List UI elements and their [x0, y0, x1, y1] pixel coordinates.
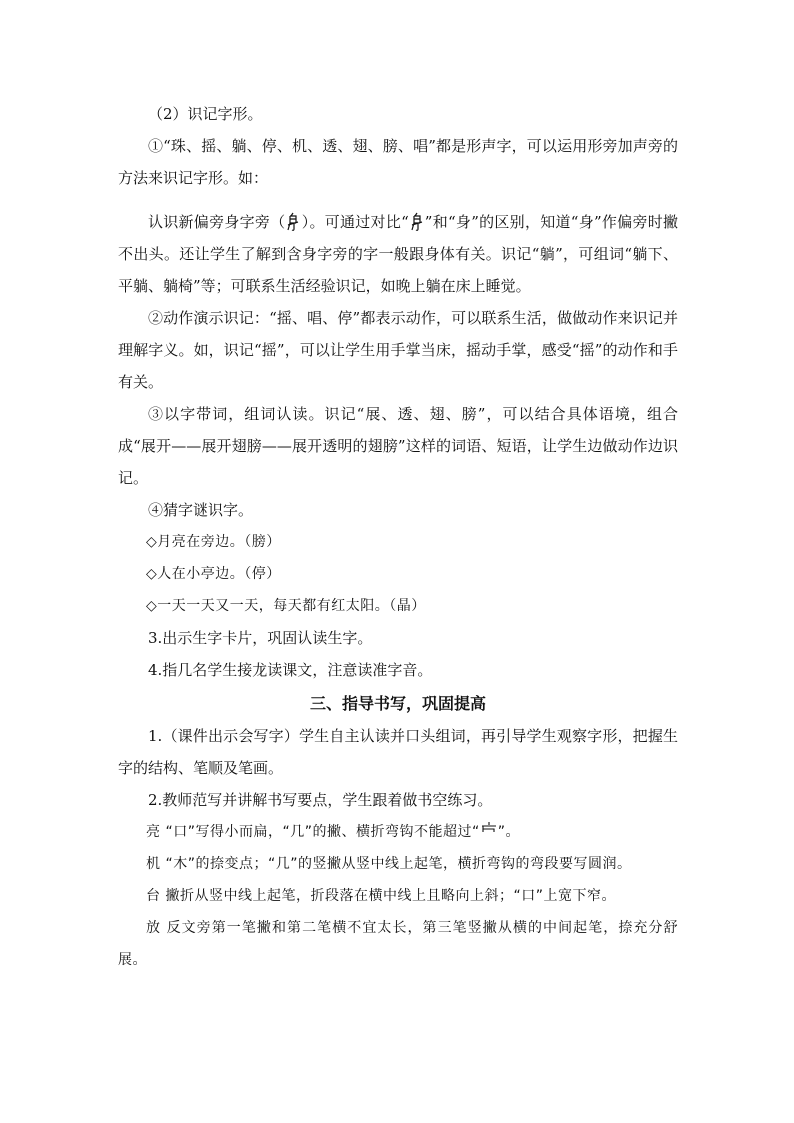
paragraph-xingsheng: ①“珠、摇、躺、停、机、透、翅、膀、唱”都是形声字，可以运用形旁加声旁的方法来识记字形。如： — [118, 137, 678, 187]
shen-radical-glyph-icon — [410, 212, 424, 232]
riddle-item: ◇一天一天又一天，每天都有红太阳。（晶） — [146, 598, 426, 614]
shen-radical-glyph-icon — [286, 212, 300, 232]
document-page — [118, 98, 678, 976]
riddle-item: ◇人在小亭边。（停） — [146, 566, 281, 582]
paragraph-step-3: 3.出示生字卡片，巩固认读生字。 — [148, 629, 373, 647]
section-heading: 三、指导书写，巩固提高 — [309, 694, 486, 713]
section-subtitle: （2）识记字形。 — [148, 105, 263, 123]
char-note-ji: 机 “木”的捺变点；“几”的竖撇从竖中线上起笔，横折弯钩的弯段要写圆润。 — [146, 856, 632, 872]
paragraph-writing-2: 2.教师范写并讲解书写要点，学生跟着做书空练习。 — [148, 791, 493, 809]
top-stroke-glyph-icon — [480, 821, 498, 833]
paragraph-riddle-title: ④猜字谜识字。 — [148, 501, 254, 519]
text-segment: ”。 — [497, 824, 520, 840]
char-note-fang: 放 反文旁第一笔撇和第二笔横不宜太长，第三笔竖撇从横的中间起笔，捺充分舒展。 — [118, 920, 678, 968]
paragraph-action-demo: ②动作演示识记：“摇、唱、停”都表示动作，可以联系生活，做做动作来识记并理解字义。如，识记“摇”，可以让学生用手掌当床，摇动手掌，感受“摇”的动作和手有关。 — [118, 309, 678, 391]
paragraph-shen-radical — [118, 206, 678, 302]
text-segment: ”和“身”的区别，知道“身”作偏旁时撇不出头。还让学生了解到含身字旁的字一般跟身体有关。识记“躺”，可组词“躺下、平躺、躺椅”等；可联系生活经验识记，如晚上躺在床上睡觉。 — [118, 213, 678, 295]
riddle-item: ◇月亮在旁边。（膀） — [146, 534, 281, 550]
text-segment: 认识新偏旁身字旁（ — [148, 213, 286, 231]
text-segment: ）。可通过对比“ — [301, 213, 409, 231]
paragraph-writing-1: 1.（课件出示会写字）学生自主认读并口头组词，再引导学生观察字形，把握生字的结构、笔顺及笔画。 — [118, 727, 678, 777]
paragraph-step-4: 4.指几名学生接龙读课文，注意读准字音。 — [148, 661, 433, 679]
char-note-tai: 台 撇折从竖中线上起笔，折段落在横中线上且略向上斜；“口”上宽下窄。 — [146, 888, 616, 904]
paragraph-word-group: ③以字带词，组词认读。识记“展、透、翅、膀”，可以结合具体语境，组合成“展开——展开翅膀——展开透明的翅膀”这样的词语、短语，让学生边做动作边识记。 — [118, 405, 678, 487]
char-note-liang — [118, 816, 678, 848]
text-segment: 亮 “口”写得小而扁，“几”的撇、横折弯钩不能超过“ — [146, 824, 480, 840]
